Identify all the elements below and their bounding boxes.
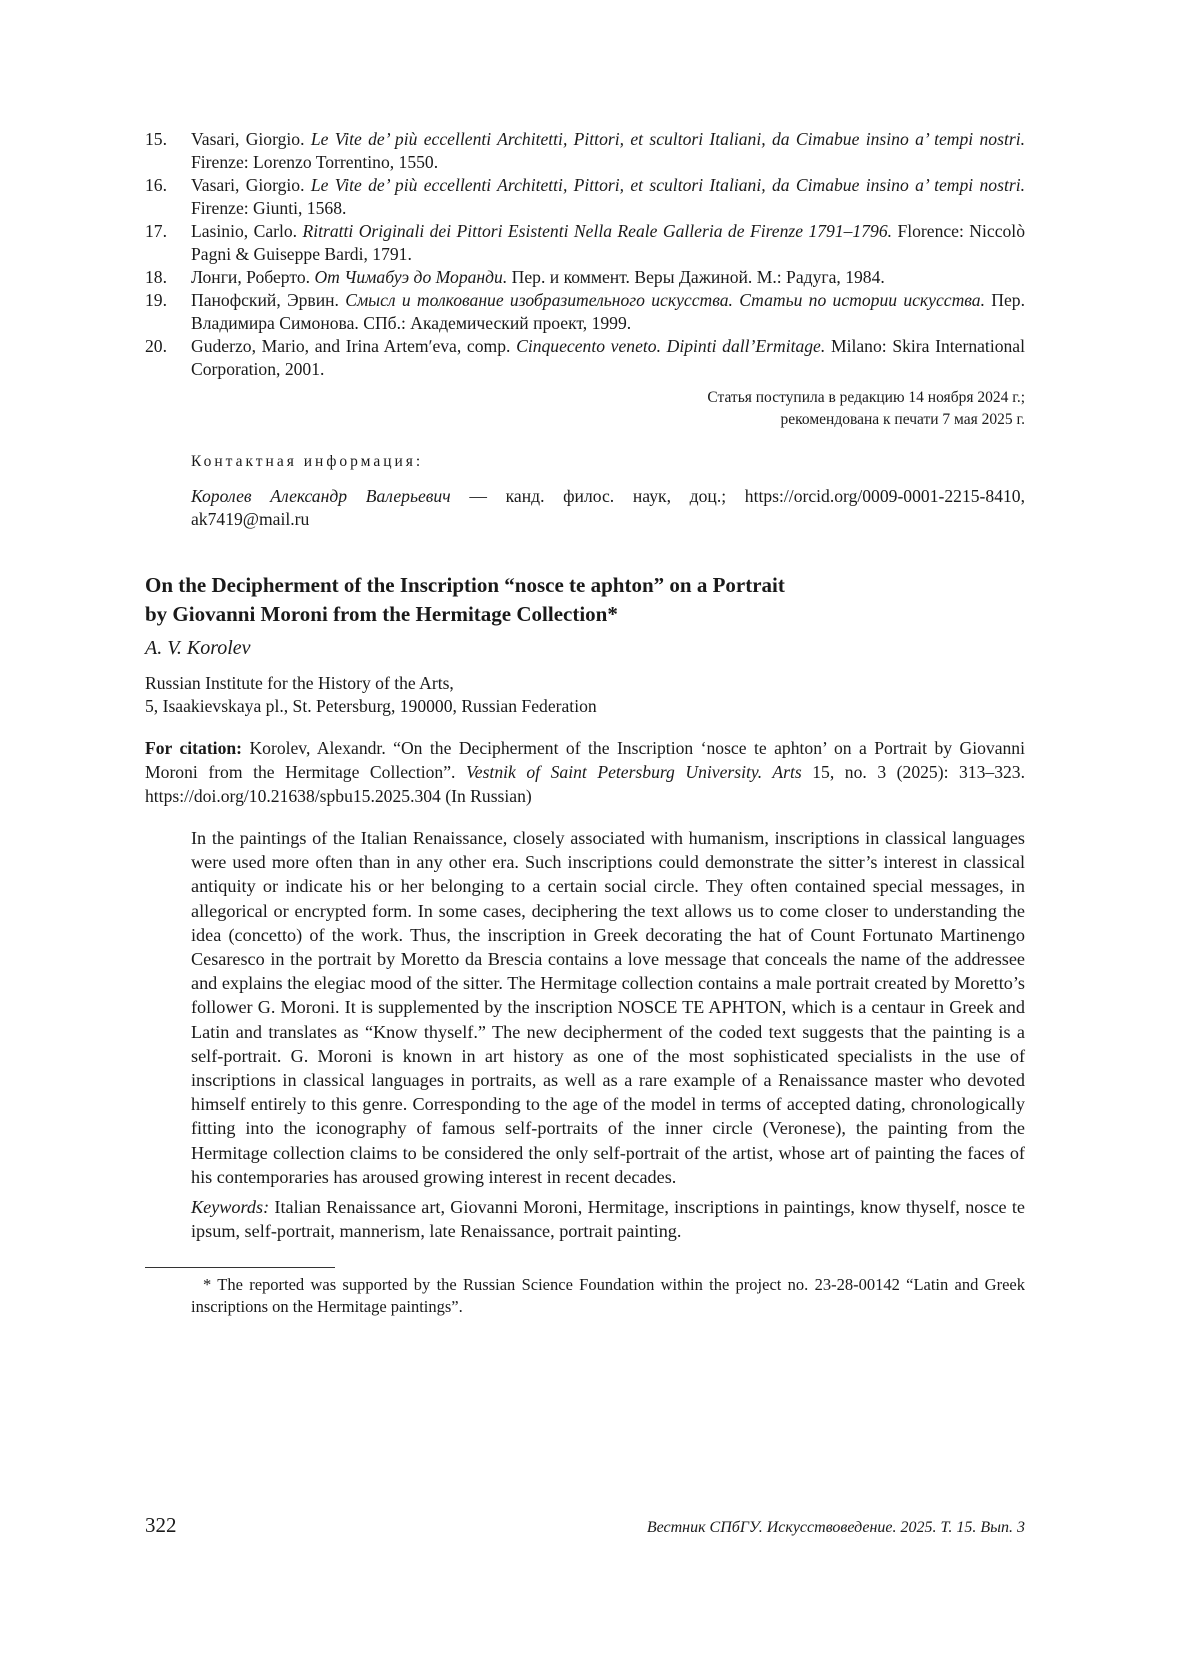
page-footer xyxy=(145,1513,1025,1538)
contact-info xyxy=(191,485,1025,531)
reference-item xyxy=(145,220,1025,266)
citation-block: For citation: Korolev, Alexandr. “On the Decipherment of the Inscription ‘nosce te aphton’ on a Portrait by Giovanni Moroni from the Hermitage Collection”. Vestnik of Saint Petersburg University. Arts 15, no. 3 (2025): 313–323. https://doi.org/10.21638/spbu15.2025.304 (In Russian) xyxy=(145,738,1025,806)
reference-item xyxy=(145,266,1025,289)
reference-list xyxy=(145,128,1025,381)
reference-item xyxy=(145,128,1025,174)
reference-number: 20. xyxy=(145,336,167,356)
reference-item xyxy=(145,289,1025,335)
reference-text: Vasari, Giorgio. Le Vite de’ più eccellenti Architetti, Pittori, et scultori Italiani, da Cimabue insino a’ tempi nostri. Firenze: Giunti, 1568. xyxy=(191,175,1025,218)
accepted-date: рекомендована к печати 7 мая 2025 г. xyxy=(780,411,1025,428)
author-name-ru: Королев Александр Валерьевич xyxy=(191,486,451,506)
abstract: In the paintings of the Italian Renaissance, closely associated with humanism, inscriptions in classical languages were used more often than in any other era. Such inscriptions could demonstrate the sitter’s interest in classical antiquity or indicate his or her belonging to a certain social circle. They often contained special messages, in allegorical or encrypted form. In some cases, deciphering the text allows us to come closer to understanding the idea (concetto) of the work. Thus, the inscription in Greek decorating the hat of Count Fortunato Martinengo Cesaresco in the portrait by Moretto da Brescia contains a love message that conceals the name of the addressee and explains the elegiac mood of the sitter. The Hermitage collection contains a male portrait created by Moretto’s follower G. Moroni. It is supplemented by the inscription NOSCE TE APHTON, which is a centaur in Greek and Latin and translates as “Know thyself.” The new decipherment of the coded text suggests that the painting is a self-portrait. G. Moroni is known in art history as one of the most sophisticated specialists in the use of inscriptions in classical languages in portraits, as well as a rare example of a Renaissance master who devoted himself entirely to this genre. Corresponding to the age of the model in terms of accepted dating, chronologically fitting into the iconography of famous self-portraits of the inner circle (Veronese), the painting from the Hermitage collection claims to be considered the only self-portrait of the artist, whose art of painting the faces of his contemporaries has aroused growing interest in recent decades. xyxy=(191,828,1025,1187)
reference-text: Панофский, Эрвин. Смысл и толкование изобразительного искусства. Статьи по истории искусства. Пер. Владимира Симонова. СПб.: Академический проект, 1999. xyxy=(191,290,1025,333)
reference-number: 19. xyxy=(145,290,167,310)
author-details: — канд. филос. наук, доц.; https://orcid.org/0009-0001-2215-8410, ak7419@mail.ru xyxy=(191,486,1025,529)
submission-dates xyxy=(145,387,1025,431)
reference-number: 18. xyxy=(145,267,167,287)
keywords-label: Keywords: xyxy=(191,1197,270,1218)
keywords: Keywords: Italian Renaissance art, Giovanni Moroni, Hermitage, inscriptions in paintings, know thyself, nosce te ipsum, self-portrait, mannerism, late Renaissance, portrait painting. xyxy=(191,1197,1025,1242)
contact-heading: Контактная информация: xyxy=(191,453,424,470)
footnote-divider xyxy=(145,1267,335,1268)
received-date: Статья поступила в редакцию 14 ноября 2024 г.; xyxy=(707,389,1025,406)
article-author: A. V. Korolev xyxy=(145,637,251,659)
reference-item xyxy=(145,335,1025,381)
page-number: 322 xyxy=(145,1513,177,1537)
article-title: On the Decipherment of the Inscription “nosce te aphton” on a Portrait by Giovanni Moroni from the Hermitage Collection* xyxy=(145,573,785,626)
footnote: * The reported was supported by the Russian Science Foundation within the project no. 23-28-00142 “Latin and Greek inscriptions on the Hermitage paintings”. xyxy=(191,1275,1025,1317)
citation-label: For citation: xyxy=(145,738,243,758)
author-affiliation: Russian Institute for the History of the Arts, 5, Isaakievskaya pl., St. Petersburg, 190000, Russian Federation xyxy=(145,673,597,716)
reference-item xyxy=(145,174,1025,220)
reference-text: Lasinio, Carlo. Ritratti Originali dei Pittori Esistenti Nella Reale Galleria de Firenze 1791–1796. Florence: Niccolò Pagni & Guiseppe Bardi, 1791. xyxy=(191,221,1025,264)
reference-number: 15. xyxy=(145,129,167,149)
reference-number: 16. xyxy=(145,175,167,195)
article-page xyxy=(145,128,1025,1318)
reference-text: Лонги, Роберто. От Чимабуэ до Моранди. Пер. и коммент. Веры Дажиной. М.: Радуга, 1984. xyxy=(191,267,885,287)
reference-number: 17. xyxy=(145,221,167,241)
reference-text: Guderzo, Mario, and Irina Artemʹeva, comp. Cinquecento veneto. Dipinti dall’Ermitage. Milano: Skira International Corporation, 2001. xyxy=(191,336,1026,379)
reference-text: Vasari, Giorgio. Le Vite de’ più eccellenti Architetti, Pittori, et scultori Italiani, da Cimabue insino a’ tempi nostri. Firenze: Lorenzo Torrentino, 1550. xyxy=(191,129,1025,172)
journal-running-title: Вестник СПбГУ. Искусствоведение. 2025. Т. 15. Вып. 3 xyxy=(646,1519,1025,1536)
citation-journal: Vestnik of Saint Petersburg University. Arts xyxy=(465,762,802,782)
